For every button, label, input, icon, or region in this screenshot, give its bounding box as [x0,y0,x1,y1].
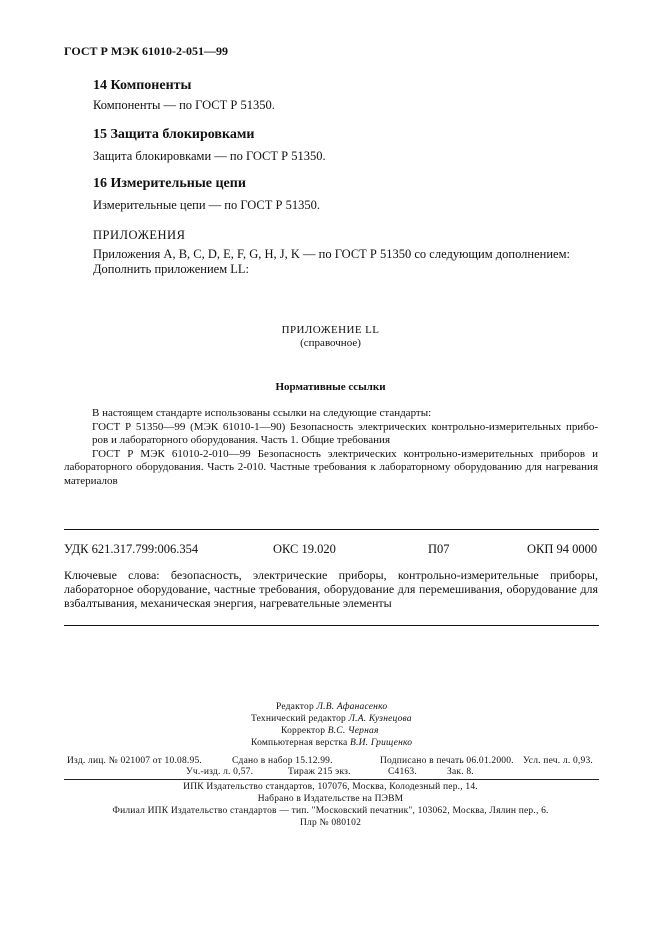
appendices-line-1: Приложения A, B, C, D, E, F, G, H, J, K — по ГОСТ Р 51350 со следующим дополнением: [93,247,570,261]
imprint-corrector [281,726,379,736]
p-code: П07 [428,542,450,556]
editor-name: Л.В. Афанасенко [316,702,388,712]
order-number: Зак. 8. [447,767,474,777]
reference-1-line-1: ГОСТ Р 51350—99 (МЭК 61010-1—90) Безопасность электрических контрольно-измерительных прибо- [92,420,598,433]
section-15-title: 15 Защита блокировками [93,127,255,142]
okp-code: ОКП 94 0000 [527,542,598,556]
print-run: Тираж 215 экз. [288,767,351,777]
udk-code: УДК 621.317.799:006.354 [64,542,199,556]
reference-2-line-1: ГОСТ Р МЭК 61010-2-010—99 Безопасность электрических контрольно-измерительных приборов и [92,447,598,460]
imprint-editor [276,702,387,712]
references-block [64,407,598,488]
divider-bottom [64,625,599,626]
print-code: С4163. [388,767,417,777]
appendix-ll-subtitle: (справочное) [300,337,361,349]
oks-code: ОКС 19.020 [273,542,336,556]
print-sheets: Усл. печ. л. 0,93. [523,756,593,766]
reference-2-line-2: лабораторного оборудования. Часть 2-010. Частные требования к лабораторному оборудованию для нагревания [64,461,598,473]
section-16-title: 16 Измерительные цепи [93,176,246,191]
reference-1-line-2: ров и лабораторного оборудования. Часть 1. Общие требования [92,434,391,446]
corrector-label: Корректор [281,726,326,736]
layout-name: В.И. Грищенко [350,738,413,748]
appendices-heading: ПРИЛОЖЕНИЯ [93,228,186,242]
imprint-divider [64,779,599,780]
publishing-sheets: Уч.-изд. л. 0,57. [186,767,254,777]
tech-editor-label: Технический редактор [251,714,346,724]
section-15-text: Защита блокировками — по ГОСТ Р 51350. [93,149,326,163]
printing-branch: Филиал ИПК Издательство стандартов — тип. "Московский печатник", 103062, Москва, Лялин пер., 6. [112,806,549,816]
document-id: ГОСТ Р МЭК 61010-2-051—99 [64,44,228,58]
appendices-line-2: Дополнить приложением LL: [93,262,249,276]
section-14-title: 14 Компоненты [93,78,192,93]
imprint-layout [251,738,412,748]
reference-2-line-3: материалов [64,474,118,487]
corrector-name: В.С. Черная [327,726,379,736]
typeset-note: Набрано в Издательстве на ПЭВМ [257,794,404,804]
plr-number: Плр № 080102 [299,818,362,828]
keywords: Ключевые слова: безопасность, электрические приборы, контрольно-измерительные приборы, лабораторное оборудование, частные требования, оборудование для перемешивания, оборудование для взбалтывания, механическая энергия, нагревательные элементы [64,568,598,610]
publisher: ИПК Издательство стандартов, 107076, Москва, Колодезный пер., 14. [183,782,478,792]
editor-label: Редактор [276,702,314,712]
section-14-text: Компоненты — по ГОСТ Р 51350. [93,98,275,112]
signed-for-print: Подписано в печать 06.01.2000. [380,756,514,766]
sent-to-set: Сдано в набор 15.12.99. [232,756,333,766]
divider-top [64,529,599,530]
appendix-ll-heading: Нормативные ссылки [275,381,386,393]
appendix-ll-title: ПРИЛОЖЕНИЕ LL [281,324,380,336]
imprint-tech-editor [251,714,412,724]
layout-label: Компьютерная верстка [251,738,348,748]
tech-editor-name: Л.А. Кузнецова [348,714,412,724]
license: Изд. лиц. № 021007 от 10.08.95. [67,756,202,766]
section-16-text: Измерительные цепи — по ГОСТ Р 51350. [93,198,320,212]
references-intro: В настоящем стандарте использованы ссылки на следующие стандарты: [92,407,432,419]
